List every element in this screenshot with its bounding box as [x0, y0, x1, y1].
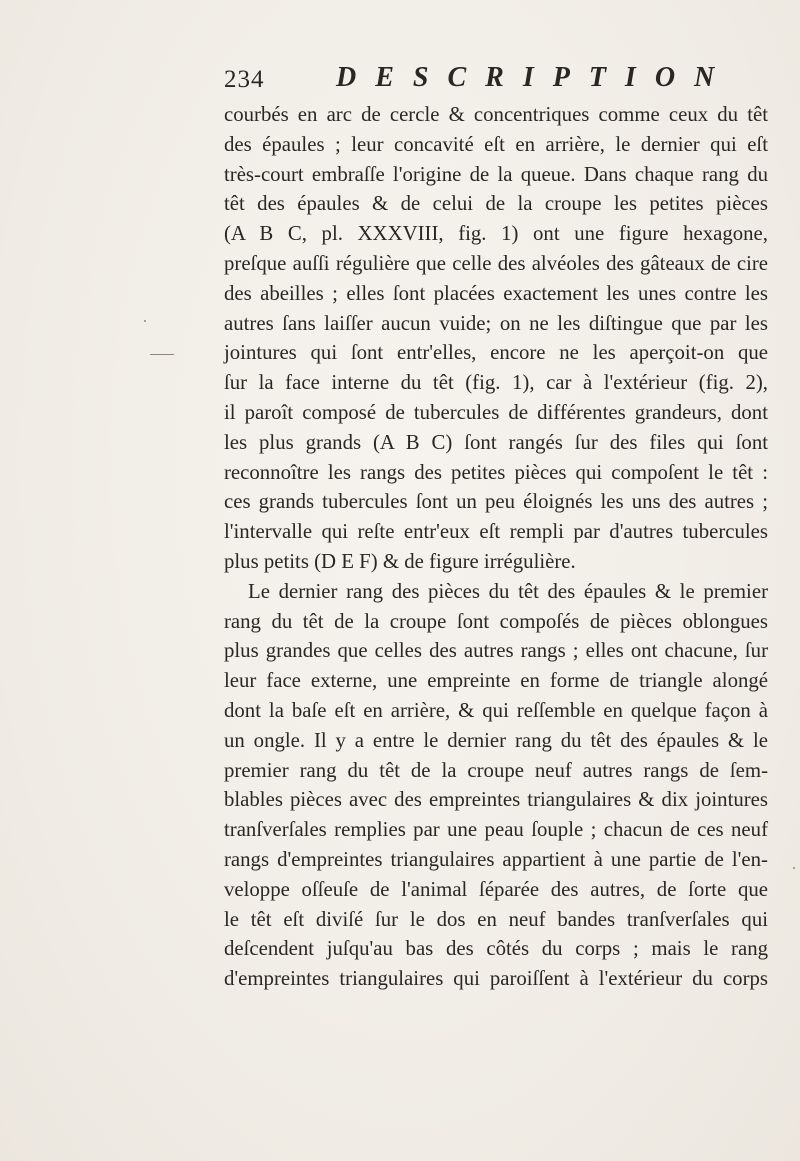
text-line: très-court embraſſe l'origine de la queue. Dans chaque rang du	[224, 162, 768, 186]
text-line: jointures qui ſont entr'elles, encore ne les aperçoit-on que	[224, 341, 768, 365]
text-line: il paroît composé de tubercules de différentes grandeurs, dont	[224, 400, 768, 424]
text-line: ſur la face interne du têt (fig. 1), car à l'extérieur (fig. 2),	[224, 371, 768, 395]
text-line: plus petits (D E F) & de figure irrégulière.	[224, 549, 576, 573]
text-line: veloppe oſſeuſe de l'animal ſéparée des autres, de ſorte que	[224, 877, 768, 901]
text-line: deſcendent juſqu'au bas des côtés du corps ; mais le rang	[224, 937, 768, 961]
page-header	[224, 62, 734, 102]
text-line: reconnoître les rangs des petites pièces qui compoſent le têt :	[224, 460, 768, 484]
text-line: blables pièces avec des empreintes triangulaires & dix jointures	[224, 788, 768, 812]
text-line: ces grands tubercules ſont un peu éloignés les uns des autres ;	[224, 490, 768, 514]
text-line: rang du têt de la croupe ſont compoſés de pièces oblongues	[224, 609, 768, 633]
text-line: têt des épaules & de celui de la croupe les petites pièces	[224, 192, 768, 216]
body-text	[224, 100, 768, 994]
text-line: l'intervalle qui reſte entr'eux eſt rempli par d'autres tubercules	[224, 520, 768, 544]
text-line: Le dernier rang des pièces du têt des épaules & le premier	[248, 579, 768, 603]
text-line: courbés en arc de cercle & concentriques comme ceux du têt	[224, 103, 768, 126]
running-head: DESCRIPTION	[336, 62, 734, 93]
text-line: rangs d'empreintes triangulaires appartient à une partie de l'en-	[224, 847, 768, 871]
text-line: des abeilles ; elles ſont placées exactement les unes contre les	[224, 281, 768, 305]
text-line: premier rang du têt de la croupe neuf autres rangs de ſem-	[224, 758, 768, 782]
text-line: (A B C, pl. XXXVIII, fig. 1) ont une figure hexagone,	[224, 222, 768, 246]
page-number: 234	[224, 66, 265, 93]
text-line: les plus grands (A B C) ſont rangés ſur des files qui ſont	[224, 430, 768, 454]
text-line: tranſverſales remplies par une peau ſouple ; chacun de ces neuf	[224, 818, 768, 842]
text-line: des épaules ; leur concavité eſt en arrière, le dernier qui eſt	[224, 132, 768, 156]
text-line: dont la baſe eſt en arrière, & qui reſſemble en quelque façon à	[224, 698, 768, 722]
margin-dot	[793, 867, 795, 869]
text-line: d'empreintes triangulaires qui paroiſſent à l'extérieur du corps	[224, 967, 768, 991]
text-line: preſque auſſi régulière que celle des alvéoles des gâteaux de cire	[224, 251, 768, 275]
text-line: le têt eſt diviſé ſur le dos en neuf bandes tranſverſales qui	[224, 907, 768, 931]
margin-dot	[144, 320, 146, 322]
margin-mark	[150, 354, 174, 355]
text-line: un ongle. Il y a entre le dernier rang du têt des épaules & le	[224, 728, 768, 752]
text-line: plus grandes que celles des autres rangs ; elles ont chacune, ſur	[224, 639, 768, 663]
text-line: autres ſans laiſſer aucun vuide; on ne les diſtingue que par les	[224, 311, 768, 335]
text-line: leur face externe, une empreinte en forme de triangle alongé	[224, 669, 768, 693]
